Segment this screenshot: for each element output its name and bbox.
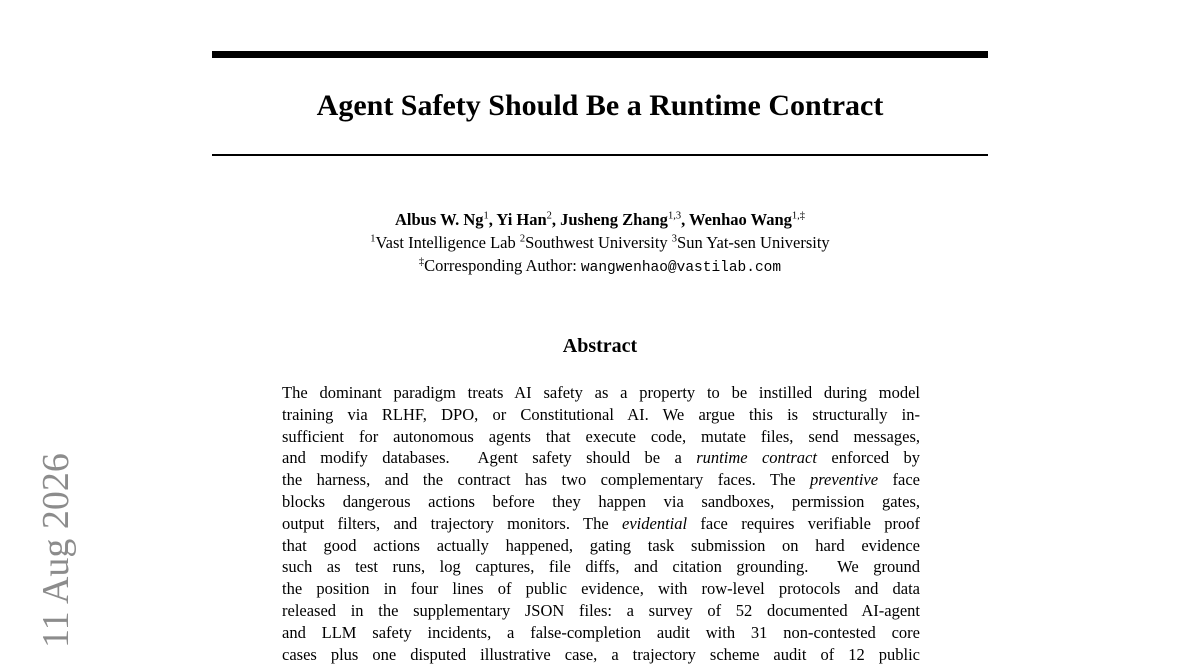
abstract-text: face xyxy=(878,470,920,490)
abstract-text: enforced by xyxy=(816,448,920,468)
abstract-text: the position in four lines of public evidence, with row-level protocols and data xyxy=(282,579,920,599)
side-date-stamp: 11 Aug 2026 xyxy=(35,453,77,648)
corresponding-email[interactable]: wangwenhao@vastilab.com xyxy=(580,260,782,276)
abstract-line xyxy=(282,535,920,557)
abstract-text: The dominant paradigm treats AI safety as a property to be instilled during model xyxy=(282,383,920,402)
abstract-body xyxy=(282,382,920,665)
correspondence-line xyxy=(212,254,988,280)
abstract-line xyxy=(282,578,920,600)
paper-title: Agent Safety Should Be a Runtime Contract xyxy=(316,89,884,122)
title-rule xyxy=(212,154,988,156)
abstract-line xyxy=(282,600,920,622)
affiliation-name: Sun Yat-sen University xyxy=(677,233,830,252)
abstract-line xyxy=(282,622,920,644)
author-separator: , xyxy=(488,210,497,229)
abstract-line xyxy=(282,382,920,404)
abstract-heading: Abstract xyxy=(562,335,638,357)
abstract-text: that good actions actually happened, gating task submission on hard evidence xyxy=(282,535,920,555)
abstract-line xyxy=(282,491,920,513)
abstract-line xyxy=(282,644,920,665)
abstract-line xyxy=(282,447,920,469)
abstract-line xyxy=(282,469,920,491)
affiliation-mark: 1 xyxy=(370,233,376,245)
abstract-emphasis: evidential xyxy=(622,513,688,533)
abstract-emphasis: preventive xyxy=(809,470,879,490)
affiliation-list xyxy=(212,231,988,254)
author-separator: , xyxy=(681,210,690,229)
author-name: Yi Han xyxy=(496,210,547,229)
top-rule xyxy=(212,51,988,58)
abstract-text: the harness, and the contract has two complementary faces. The xyxy=(282,470,810,490)
abstract-line xyxy=(282,556,920,578)
abstract-line xyxy=(282,404,920,426)
affiliation-name: Vast Intelligence Lab xyxy=(375,233,516,252)
affiliation-mark: 2 xyxy=(519,233,526,245)
affiliation-mark: 3 xyxy=(671,233,678,245)
abstract-text: output filters, and trajectory monitors. The xyxy=(282,513,623,533)
author-affiliation-mark: 1,‡ xyxy=(791,210,805,222)
author-name: Wenhao Wang xyxy=(689,210,792,229)
author-affiliation-mark: 2 xyxy=(546,210,552,222)
abstract-emphasis: runtime contract xyxy=(696,448,817,468)
abstract-text: such as test runs, log captures, file diffs, and citation grounding. We ground xyxy=(282,557,920,577)
abstract-line xyxy=(282,426,920,448)
abstract-line xyxy=(282,513,920,535)
author-separator: , xyxy=(551,210,561,229)
abstract-text: training via RLHF, DPO, or Constitutional AI. We argue this is structurally in- xyxy=(282,404,920,424)
author-list xyxy=(212,208,988,231)
affiliation-name: Southwest University xyxy=(525,233,668,252)
author-affiliation-mark: 1,3 xyxy=(667,210,682,222)
abstract-text: sufficient for autonomous agents that execute code, mutate files, send messages, xyxy=(282,426,920,446)
abstract-text: and modify databases. Agent safety should be a xyxy=(282,448,697,468)
corresponding-mark: ‡ xyxy=(418,256,425,268)
author-name: Albus W. Ng xyxy=(394,210,484,229)
author-name: Jusheng Zhang xyxy=(560,210,668,229)
author-block xyxy=(212,208,988,280)
corresponding-label: Corresponding Author: xyxy=(424,256,581,275)
abstract-text: released in the supplementary JSON files: a survey of 52 documented AI-agent xyxy=(282,600,920,620)
abstract-text: blocks dangerous actions before they happen via sandboxes, permission gates, xyxy=(282,491,920,511)
abstract-text: face requires verifiable proof xyxy=(687,513,920,533)
abstract-text: cases plus one disputed illustrative case, a trajectory scheme audit of 12 public xyxy=(282,644,920,664)
author-affiliation-mark: 1 xyxy=(483,210,489,222)
abstract-text: and LLM safety incidents, a false-completion audit with 31 non-contested core xyxy=(282,622,920,642)
